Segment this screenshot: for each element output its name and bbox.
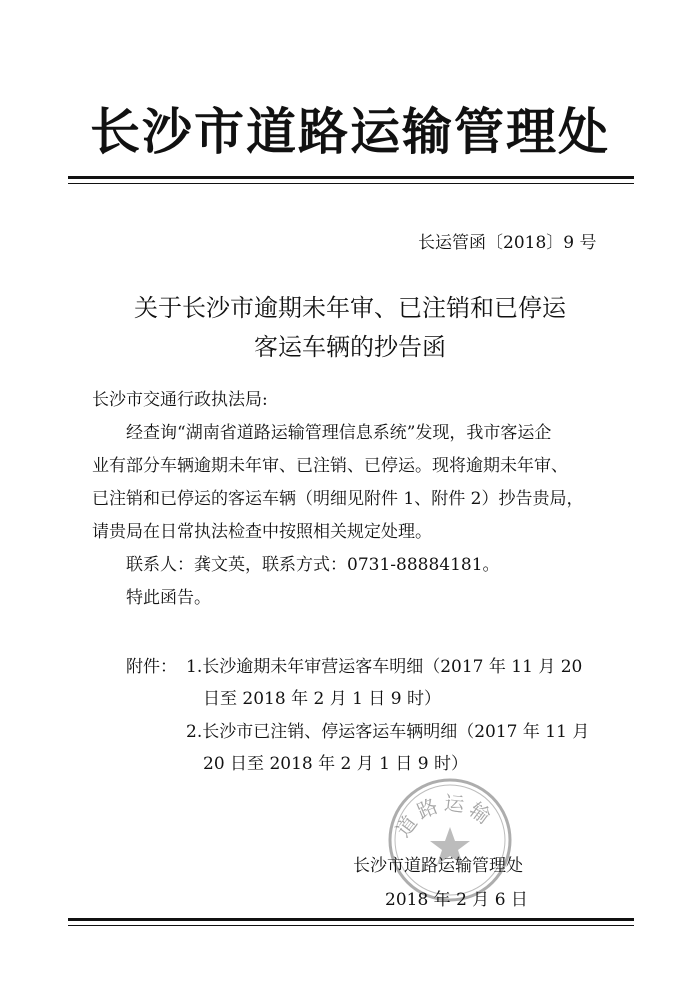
paragraph-line: 业有部分车辆逾期未年审、已注销、已停运。现将逾期未年审、 bbox=[92, 456, 568, 476]
signature-date: 2018 年 2 月 6 日 bbox=[385, 890, 528, 910]
header-rule-thick bbox=[68, 176, 634, 179]
footer-rule-thick bbox=[68, 918, 634, 921]
header-rule-thin bbox=[68, 183, 634, 184]
paragraph-line: 经查询“湖南省道路运输管理信息系统”发现，我市客运企 bbox=[126, 423, 552, 443]
attachments-label: 附件： bbox=[126, 657, 177, 677]
contact-line: 联系人：龚文英，联系方式：0731-88884181。 bbox=[126, 555, 500, 575]
attachment-item: 2.长沙市已注销、停运客运车辆明细（2017 年 11 月 bbox=[186, 722, 590, 742]
closing-line: 特此函告。 bbox=[126, 588, 211, 608]
document-number: 长运管函〔2018〕9 号 bbox=[418, 233, 597, 253]
addressee: 长沙市交通行政执法局: bbox=[92, 390, 268, 410]
footer-rule-thin bbox=[68, 925, 634, 926]
attachment-item: 1.长沙逾期未年审营运客车明细（2017 年 11 月 20 bbox=[186, 657, 583, 677]
signature-organization: 长沙市道路运输管理处 bbox=[353, 856, 523, 876]
attachment-item: 20 日至 2018 年 2 月 1 日 9 时） bbox=[203, 754, 468, 774]
attachment-item: 日至 2018 年 2 月 1 日 9 时） bbox=[203, 689, 441, 709]
seal-text: 道路运输 bbox=[390, 790, 499, 842]
paragraph-line: 请贵局在日常执法检查中按照相关规定处理。 bbox=[92, 522, 432, 542]
subject-line-1: 关于长沙市逾期未年审、已注销和已停运 bbox=[134, 294, 566, 322]
paragraph-line: 已注销和已停运的客运车辆（明细见附件 1、附件 2）抄告贵局， bbox=[92, 489, 584, 509]
letterhead-title: 长沙市道路运输管理处 bbox=[90, 102, 610, 161]
subject-line-2: 客运车辆的抄告函 bbox=[254, 333, 446, 361]
